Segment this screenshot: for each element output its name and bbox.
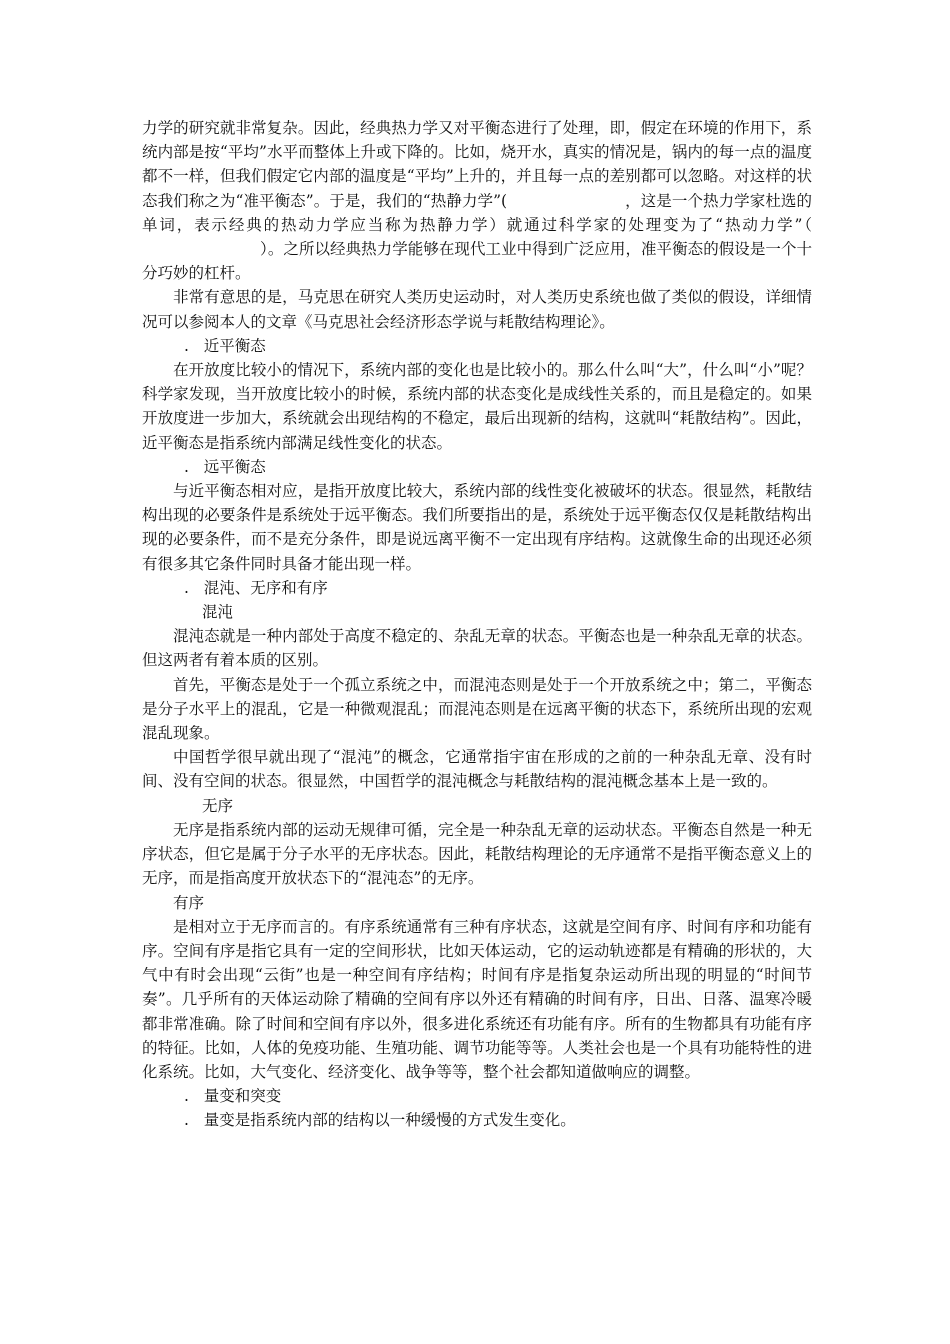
paragraph-quasi-equilibrium xyxy=(142,116,812,285)
heading-disorder: 无序 xyxy=(202,796,234,815)
paragraph-text: ）。之所以经典热力学能够在现代工业中得到广泛应用，准平衡态的假设是一个十分巧妙的杠杆。 xyxy=(142,240,812,283)
paragraph-chaos-difference: 首先，平衡态是处于一个孤立系统之中，而混沌态则是处于一个开放系统之中；第二，平衡态是分子水平上的混乱，它是一种微观混乱；而混沌态则是在远离平衡的状态下，系统所出现的宏观混乱现象。 xyxy=(142,675,812,743)
heading-quantitative-definition: . 量变是指系统内部的结构以一种缓慢的方式发生变化。 xyxy=(184,1111,576,1130)
paragraph-chinese-philosophy: 中国哲学很早就出现了“混沌”的概念，它通常指宇宙在形成的之前的一种杂乱无章、没有时间、没有空间的状态。很显然，中国哲学的混沌概念与耗散结构的混沌概念基本上是一致的。 xyxy=(142,748,812,791)
heading-quantitative-change: . 量变和突变 xyxy=(184,1087,282,1106)
paragraph-chaos: 混沌态就是一种内部处于高度不稳定的、杂乱无章的状态。平衡态也是一种杂乱无章的状态。但这两者有着本质的区别。 xyxy=(142,627,812,670)
heading-far-equilibrium: . 远平衡态 xyxy=(184,457,266,476)
paragraph-order: 是相对立于无序而言的。有序系统通常有三种有序状态，这就是空间有序、时间有序和功能有序。空间有序是指它具有一定的空间形状，比如天体运动，它的运动轨迹都是有精确的形状的，大气中有时会出现“云街”也是一种空间有序结构；时间有序是指复杂运动所出现的明显的“时间节奏”。几乎所有的天体运动除了精确的空间有序以外还有精确的时间有序，日出、日落、温寒冷暖都非常准确。除了时间和空间有序以外，很多进化系统还有功能有序。所有的生物都具有功能有序的特征。比如，人体的免疫功能、生殖功能、调节功能等等。人类社会也是一个具有功能特性的进化系统。比如，大气变化、经济变化、战争等等，整个社会都知道做响应的调整。 xyxy=(142,917,812,1081)
paragraph-text: ，这是一个热力学家杜选的单词，表示经典的热动力学应当称为热静力学）就通过科学家的处理变为了“热动力学”（ xyxy=(142,191,812,234)
heading-order: 有序 xyxy=(173,893,205,912)
heading-chaos-disorder-order: . 混沌、无序和有序 xyxy=(184,578,328,597)
paragraph-text: 力学的研究就非常复杂。因此，经典热力学又对平衡态进行了处理，即，假定在环境的作用下，系统内部是按“平均”水平而整体上升或下降的。比如，烧开水，真实的情况是，锅内的每一点的温度都不一样，但我们假定它内部的温度是“平均”上升的，并且每一点的差别都可以忽略。对这样的状态我们称之为“准平衡态”。于是，我们的“热静力学”( xyxy=(142,119,812,210)
paragraph-near-equilibrium: 在开放度比较小的情况下，系统内部的变化也是比较小的。那么什么叫“大”，什么叫“小”呢？科学家发现，当开放度比较小的时候，系统内部的状态变化是成线性关系的，而且是稳定的。如果开放度进一步加大，系统就会出现结构的不稳定，最后出现新的结构，这就叫“耗散结构”。因此，近平衡态是指系统内部满足线性变化的状态。 xyxy=(142,361,812,452)
document-page xyxy=(142,116,812,1133)
paragraph-far-equilibrium: 与近平衡态相对应，是指开放度比较大，系统内部的线性变化被破坏的状态。很显然，耗散结构出现的必要条件是系统处于远平衡态。我们所要指出的是，系统处于远平衡态仅仅是耗散结构出现的必要条件，而不是充分条件，即是说远离平衡不一定出现有序结构。这就像生命的出现还必须有很多其它条件同时具备才能出现一样。 xyxy=(142,482,812,573)
heading-chaos: 混沌 xyxy=(202,603,234,622)
heading-near-equilibrium: . 近平衡态 xyxy=(184,336,266,355)
paragraph-marx: 非常有意思的是，马克思在研究人类历史运动时，对人类历史系统也做了类似的假设，详细情况可以参阅本人的文章《马克思社会经济形态学说与耗散结构理论》。 xyxy=(142,288,812,331)
paragraph-disorder: 无序是指系统内部的运动无规律可循，完全是一种杂乱无章的运动状态。平衡态自然是一种无序状态，但它是属于分子水平的无序状态。因此，耗散结构理论的无序通常不是指平衡态意义上的无序，而是指高度开放状态下的“混沌态”的无序。 xyxy=(142,820,812,888)
